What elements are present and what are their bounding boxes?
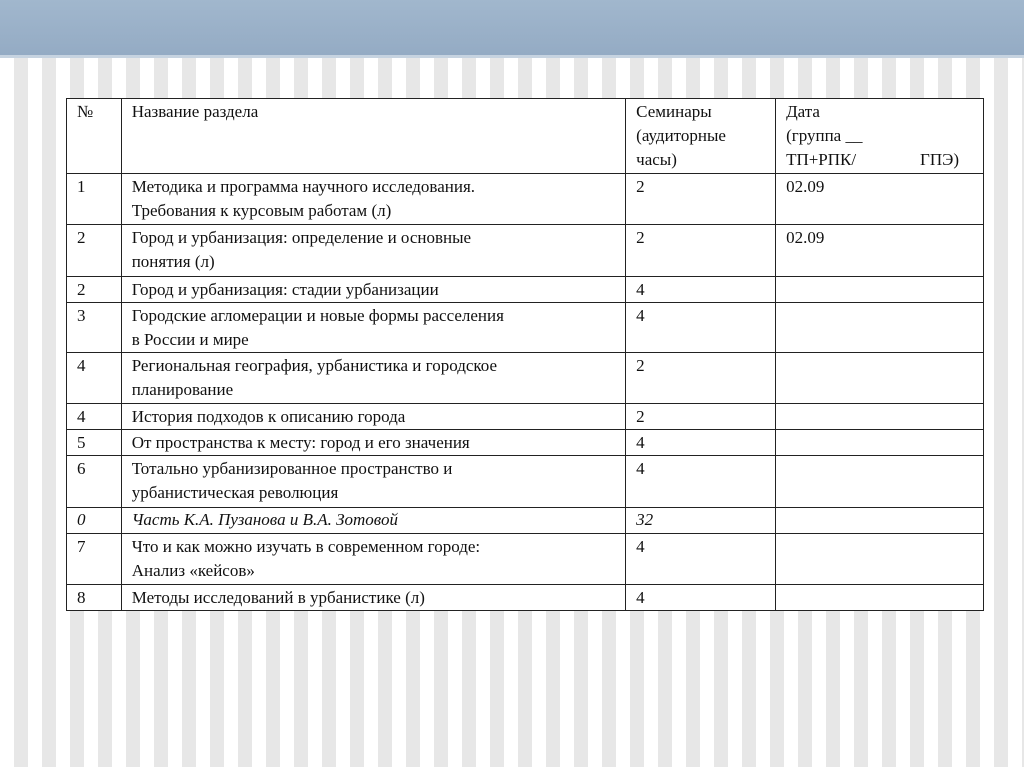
cell-section-name-line: Анализ «кейсов» (131, 561, 255, 580)
cell-date (776, 534, 984, 585)
cell-hours (626, 174, 776, 225)
cell-number (67, 277, 122, 303)
cell-section-name-line: в России и мире (131, 330, 249, 349)
header-number-text: № (77, 102, 94, 121)
cell-date (776, 303, 984, 353)
cell-hours (626, 277, 776, 303)
cell-hours (626, 456, 776, 508)
cell-date-text: 02.09 (786, 177, 825, 196)
cell-number-text: 8 (77, 588, 86, 607)
cell-number (67, 353, 122, 404)
cell-hours-text: 2 (636, 356, 645, 375)
table-row (67, 174, 984, 225)
cell-number (67, 174, 122, 225)
cell-hours-text: 4 (636, 306, 645, 325)
top-band (0, 0, 1024, 55)
cell-hours-text: 4 (636, 433, 645, 452)
header-seminars (626, 99, 776, 174)
cell-date (776, 585, 984, 611)
cell-section-name (121, 277, 625, 303)
cell-section-name (121, 303, 625, 353)
table-row (67, 585, 984, 611)
header-seminars-line: часы) (636, 150, 677, 169)
header-date-line: Дата (786, 102, 820, 121)
cell-section-name-line: понятия (л) (131, 252, 215, 271)
cell-number-text: 0 (77, 510, 86, 529)
header-date-line: (группа __ (786, 126, 863, 145)
table-row (67, 225, 984, 277)
cell-section-name-line: От пространства к месту: город и его значения (131, 433, 470, 452)
cell-section-name (121, 585, 625, 611)
cell-section-name (121, 225, 625, 277)
cell-section-name (121, 430, 625, 456)
header-date (776, 99, 984, 174)
cell-number (67, 456, 122, 508)
cell-hours-text: 2 (636, 228, 645, 247)
cell-section-name-line: Что и как можно изучать в современном городе: (131, 537, 481, 556)
cell-section-name-line: Региональная география, урбанистика и городское (131, 356, 498, 375)
cell-section-name-line: Требования к курсовым работам (л) (131, 201, 392, 220)
cell-section-name (121, 353, 625, 404)
cell-number (67, 585, 122, 611)
cell-number-text: 2 (77, 280, 86, 299)
cell-hours (626, 303, 776, 353)
cell-hours (626, 225, 776, 277)
table-row (67, 534, 984, 585)
header-number (67, 99, 122, 174)
cell-number-text: 7 (77, 537, 86, 556)
table-header-row (67, 99, 984, 174)
cell-date (776, 277, 984, 303)
document-panel (66, 98, 984, 611)
cell-hours-text: 4 (636, 588, 645, 607)
table-row (67, 303, 984, 353)
table-row (67, 277, 984, 303)
cell-hours (626, 508, 776, 534)
cell-section-name (121, 404, 625, 430)
cell-number (67, 508, 122, 534)
cell-section-name (121, 534, 625, 585)
cell-hours (626, 353, 776, 404)
cell-number-text: 6 (77, 459, 86, 478)
cell-number (67, 303, 122, 353)
cell-date (776, 508, 984, 534)
header-section-name-text: Название раздела (131, 102, 259, 121)
cell-hours-text: 32 (636, 510, 654, 529)
header-seminars-line: Семинары (636, 102, 712, 121)
table-row (67, 430, 984, 456)
cell-number (67, 225, 122, 277)
cell-section-name-line: Город и урбанизация: стадии урбанизации (131, 280, 439, 299)
table-row (67, 508, 984, 534)
cell-hours (626, 404, 776, 430)
header-date-group-b: ГПЭ) (920, 150, 959, 169)
table-row (67, 456, 984, 508)
cell-number-text: 4 (77, 407, 86, 426)
cell-section-name-line: История подходов к описанию города (131, 407, 406, 426)
cell-number-text: 4 (77, 356, 86, 375)
header-date-group-a: ТП+РПК/ (786, 150, 857, 169)
cell-section-name-line: планирование (131, 380, 234, 399)
cell-number-text: 3 (77, 306, 86, 325)
cell-number (67, 534, 122, 585)
cell-section-name-line: урбанистическая революция (131, 483, 339, 502)
cell-section-name-line: Часть К.А. Пузанова и В.А. Зотовой (131, 510, 398, 529)
schedule-table (66, 98, 984, 611)
cell-hours-text: 2 (636, 177, 645, 196)
cell-hours-text: 2 (636, 407, 645, 426)
cell-section-name (121, 174, 625, 225)
cell-section-name-line: Городские агломерации и новые формы расселения (131, 306, 504, 325)
cell-hours-text: 4 (636, 280, 645, 299)
cell-date (776, 225, 984, 277)
cell-number-text: 1 (77, 177, 86, 196)
header-date-groups (786, 148, 977, 172)
table-row (67, 353, 984, 404)
cell-date (776, 430, 984, 456)
cell-number-text: 2 (77, 228, 86, 247)
cell-hours (626, 430, 776, 456)
cell-section-name (121, 456, 625, 508)
cell-hours (626, 585, 776, 611)
cell-hours-text: 4 (636, 537, 645, 556)
cell-section-name-line: Методы исследований в урбанистике (л) (131, 588, 425, 607)
cell-hours (626, 534, 776, 585)
cell-date (776, 456, 984, 508)
cell-number-text: 5 (77, 433, 86, 452)
cell-section-name-line: Методика и программа научного исследования. (131, 177, 476, 196)
table-row (67, 404, 984, 430)
top-band-edge (0, 55, 1024, 58)
table-body (67, 99, 984, 611)
cell-number (67, 430, 122, 456)
cell-section-name-line: Тотально урбанизированное пространство и (131, 459, 453, 478)
cell-number (67, 404, 122, 430)
cell-date (776, 404, 984, 430)
cell-section-name (121, 508, 625, 534)
header-section-name (121, 99, 625, 174)
cell-hours-text: 4 (636, 459, 645, 478)
header-seminars-line: (аудиторные (636, 126, 726, 145)
cell-section-name-line: Город и урбанизация: определение и основные (131, 228, 472, 247)
cell-date-text: 02.09 (786, 228, 825, 247)
cell-date (776, 353, 984, 404)
cell-date (776, 174, 984, 225)
